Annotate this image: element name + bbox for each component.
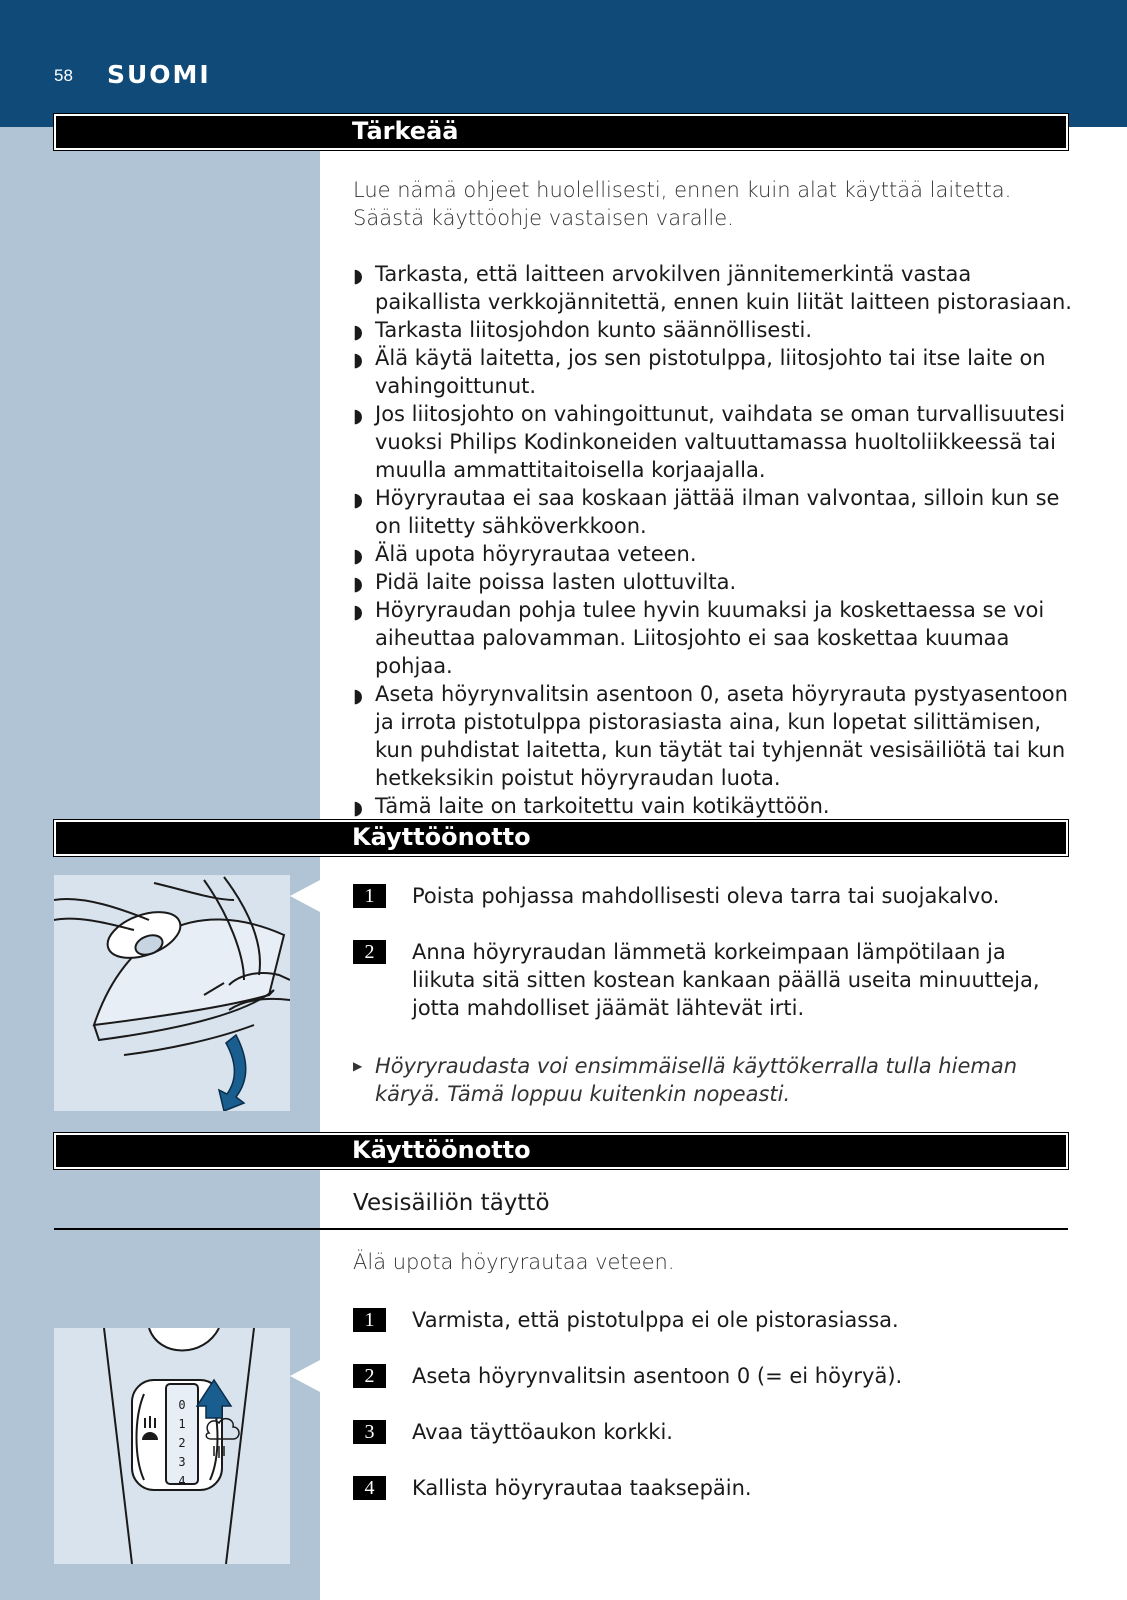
illustration-pointer — [290, 1360, 320, 1392]
bullet-icon: ◗ — [353, 405, 364, 427]
bullet-icon: ◗ — [353, 489, 364, 511]
dial-mark-2: 2 — [178, 1436, 186, 1450]
bullet-icon: ◗ — [353, 265, 364, 287]
bullet-icon: ◗ — [353, 573, 364, 595]
list-item: ◗ Aseta höyrynvalitsin asentoon 0, aseta höyryrauta pystyasentoon ja irrota pistotulppa pistorasiasta aina, kun lopetat silittämisen, kun puhdistat laitetta, kun täytät tai tyhjennät vesisäiliötä tai kun hetkeksikin poistut höyryraudan luota. — [353, 682, 1068, 790]
section-title: Käyttöönotto — [352, 1136, 531, 1164]
step-text: Aseta höyrynvalitsin asentoon 0 (= ei höyryä). — [412, 1364, 903, 1388]
list-item: ◗ Höyryraudan pohja tulee hyvin kuumaksi ja koskettaessa se voi aiheuttaa palovamman. Liitosjohto ei saa koskettaa kuumaa pohjaa. — [353, 598, 1045, 678]
warning-text: Älä upota höyryrautaa veteen. — [353, 1250, 675, 1274]
step-text: Varmista, että pistotulppa ei ole pistorasiassa. — [412, 1308, 899, 1332]
dial-mark-1: 1 — [178, 1417, 186, 1431]
list-item: ◗ Älä käytä laitetta, jos sen pistotulppa, liitosjohto tai itse laite on vahingoittunut. — [353, 346, 1046, 398]
section-title: Tärkeää — [352, 117, 459, 145]
dial-mark-4: 4 — [178, 1474, 186, 1488]
bullet-icon: ◗ — [353, 349, 364, 371]
steam-control-illustration — [54, 1328, 290, 1564]
note-text: Höyryraudasta voi ensimmäisellä käyttökerralla tulla hieman käryä. Tämä loppuu kuitenkin nopeasti. — [375, 1054, 1017, 1106]
dial-mark-0: 0 — [178, 1398, 186, 1412]
step-text: Avaa täyttöaukon korkki. — [412, 1420, 673, 1444]
step-text: Kallista höyryrautaa taaksepäin. — [412, 1476, 752, 1500]
subsection-rule — [54, 1228, 1068, 1230]
step-text: Poista pohjassa mahdollisesti oleva tarra tai suojakalvo. — [412, 884, 1000, 908]
steam-dial-marks — [170, 1396, 194, 1491]
list-item: ◗ Tarkasta liitosjohdon kunto säännöllisesti. — [353, 316, 1073, 344]
list-item: ◗ Tarkasta, että laitteen arvokilven jännitemerkintä vastaa paikallista verkkojännitettä, ennen kuin liität laitteen pistorasiaan. — [353, 262, 1072, 314]
note-triangle-icon: ▶ — [353, 1059, 363, 1073]
list-item: ◗ Jos liitosjohto on vahingoittunut, vaihdata se oman turvallisuutesi vuoksi Philips Kodinkoneiden valtuuttamassa huoltoliikkeessä tai muulla ammattitaitoisella korjaajalla. — [353, 402, 1066, 482]
step-number: 1 — [353, 884, 386, 908]
section-bar-preparation — [54, 1133, 1068, 1169]
step-number: 2 — [353, 1364, 386, 1388]
dial-mark-3: 3 — [178, 1455, 186, 1469]
iron-sticker-removal-illustration — [54, 875, 290, 1111]
step-number: 3 — [353, 1420, 386, 1444]
section-title: Käyttöönotto — [352, 823, 531, 851]
step-text: Anna höyryraudan lämmetä korkeimpaan lämpötilaan ja liikuta sitä sitten kostean kankaan päällä useita minuutteja, jotta mahdolliset jäämät lähtevät irti. — [412, 940, 1040, 1020]
illustration-pointer — [290, 880, 320, 912]
bullet-icon: ◗ — [353, 545, 364, 567]
list-item: ◗ Höyryrautaa ei saa koskaan jättää ilman valvontaa, silloin kun se on liitetty sähköverkkoon. — [353, 486, 1060, 538]
section-bar-first-use — [54, 820, 1068, 856]
bullet-icon: ◗ — [353, 685, 364, 707]
step-number: 4 — [353, 1476, 386, 1500]
list-item: ◗ Tämä laite on tarkoitettu vain kotikäyttöön. — [353, 792, 1073, 820]
section-bar-important — [54, 114, 1068, 150]
bullet-icon: ◗ — [353, 797, 364, 819]
step-number: 2 — [353, 940, 386, 964]
step-number: 1 — [353, 1308, 386, 1332]
bullet-icon: ◗ — [353, 321, 364, 343]
subsection-title: Vesisäiliön täyttö — [353, 1190, 550, 1216]
safety-list — [353, 260, 1073, 820]
bullet-icon: ◗ — [353, 601, 364, 623]
list-item: ◗ Älä upota höyryrautaa veteen. — [353, 540, 1073, 568]
list-item: ◗ Pidä laite poissa lasten ulottuvilta. — [353, 568, 1073, 596]
intro-paragraph: Lue nämä ohjeet huolellisesti, ennen kuin alat käyttää laitetta. Säästä käyttöohje vastaisen varalle. — [353, 178, 1012, 230]
page-number: 58 — [54, 66, 73, 85]
language-title: SUOMI — [107, 60, 211, 89]
